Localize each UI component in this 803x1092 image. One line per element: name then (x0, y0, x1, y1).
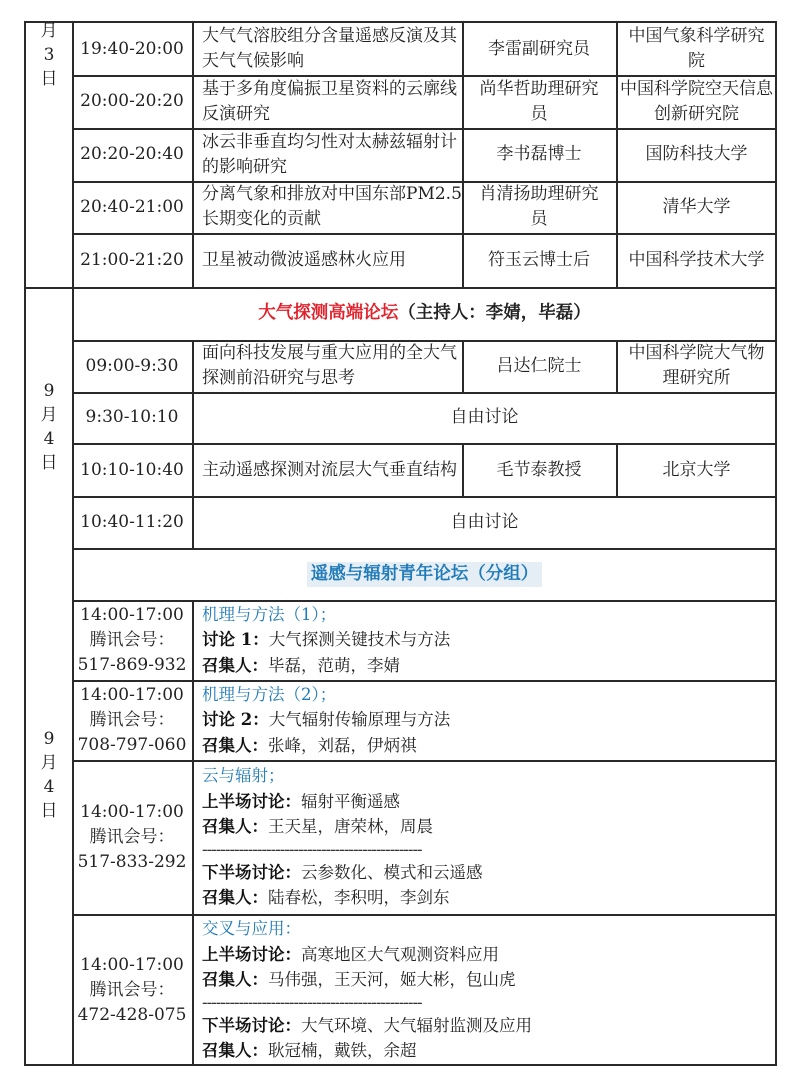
day-number: 4 (43, 429, 55, 449)
day-suffix: 日 (40, 69, 58, 89)
time-cell: 10:40-11:20 (80, 511, 184, 532)
org-cell: 清华大学 (662, 196, 731, 217)
convener-label: 召集人： (202, 817, 268, 837)
group-detail-cell (192, 914, 777, 1066)
group-time-cell (72, 680, 192, 760)
discussion-text: 大气辐射传输原理与方法 (268, 710, 451, 730)
convener-label: 召集人： (202, 888, 268, 908)
time-cell: 09:00-9:30 (85, 355, 179, 376)
meeting-id: 472-428-075 (77, 1004, 187, 1025)
org-cell: 中国科学技术大学 (628, 249, 765, 270)
group-time: 14:00-17:00 (80, 604, 184, 625)
group-time: 14:00-17:00 (80, 684, 184, 705)
speaker-cell: 尚华哲助理研究员 (479, 78, 599, 124)
convener-names: 张峰，刘磊，伊炳祺 (268, 735, 417, 755)
discussion-text: 大气探测关键技术与方法 (268, 630, 451, 650)
convener-names: 陆春松，李积明，李剑东 (268, 888, 450, 908)
group-title: 交叉与应用： (202, 919, 301, 939)
convener-label: 召集人： (202, 970, 268, 990)
topic-cell: 面向科技发展与重大应用的全大气探测前沿研究与思考 (202, 343, 457, 388)
org-cell: 国防科技大学 (645, 144, 748, 164)
forum-title: 大气探测高端论坛 (258, 303, 399, 323)
convener-names: 毕磊，范萌，李婧 (268, 655, 400, 675)
time-cell: 10:10-10:40 (80, 459, 184, 480)
discussion-label: 讨论 2： (202, 710, 269, 730)
day-suffix: 日 (40, 453, 58, 473)
day-cell-sep3 (26, 19, 72, 109)
convener-names: 王天星，唐荣林，周晨 (268, 817, 433, 837)
convener-names: 耿冠楠，戴铁，余超 (268, 1041, 417, 1061)
forum-title: 遥感与辐射青年论坛（分组） (307, 562, 543, 587)
day-number: 4 (43, 777, 55, 797)
time-cell: 20:00-20:20 (80, 91, 184, 111)
meeting-id: 708-797-060 (77, 734, 187, 755)
forum-hosts: （主持人：李婧，毕磊） (398, 303, 591, 323)
group-time: 14:00-17:00 (80, 954, 184, 975)
speaker-cell: 毛节泰教授 (496, 459, 582, 480)
topic-cell: 主动遥感探测对流层大气垂直结构 (202, 459, 457, 480)
meeting-label: 腾讯会号： (89, 826, 175, 847)
convener-label: 召集人： (202, 735, 268, 755)
second-half-text: 云参数化、模式和云遥感 (301, 862, 483, 882)
group-title: 云与辐射； (202, 766, 285, 786)
group-time: 14:00-17:00 (80, 801, 184, 822)
group-title: 机理与方法（1）； (202, 604, 337, 624)
org-cell: 北京大学 (662, 459, 731, 480)
first-half-label: 上半场讨论： (202, 944, 301, 964)
time-cell: 21:00-21:20 (80, 249, 184, 270)
free-discussion-cell: 自由讨论 (450, 407, 519, 427)
day-cell-sep4-lower (26, 725, 72, 825)
day-month-number: 9 (43, 381, 55, 401)
time-cell: 20:40-21:00 (80, 196, 184, 217)
group-detail-cell (192, 680, 777, 760)
second-half-text: 大气环境、大气辐射监测及应用 (301, 1015, 532, 1035)
day-number: 3 (43, 45, 55, 65)
second-half-label: 下半场讨论： (202, 1015, 301, 1035)
meeting-label: 腾讯会号： (89, 629, 175, 650)
group-time-cell (72, 914, 192, 1066)
dashed-divider: ------------------------------------------------ (202, 839, 422, 859)
time-cell: 20:20-20:40 (80, 144, 184, 164)
first-half-text: 辐射平衡遥感 (301, 791, 400, 811)
forum-header-atmos-detection (72, 287, 777, 340)
convener-label: 召集人： (202, 655, 268, 675)
topic-cell: 冰云非垂直均匀性对太赫兹辐射计的影响研究 (202, 131, 457, 177)
convener-names: 马伟强，王天河，姬大彬，包山虎 (268, 970, 516, 990)
second-half-label: 下半场讨论： (202, 862, 301, 882)
convener-label: 召集人： (202, 1041, 268, 1061)
day-month-number: 9 (43, 729, 55, 749)
org-cell: 中国科学院空天信息创新研究院 (620, 78, 773, 124)
day-month: 月 (40, 405, 58, 425)
org-cell: 中国科学院大气物理研究所 (628, 343, 765, 388)
speaker-cell: 符玉云博士后 (488, 249, 590, 270)
speaker-cell: 吕达仁院士 (496, 355, 582, 376)
group-detail-cell (192, 760, 777, 914)
meeting-id: 517-833-292 (77, 851, 187, 872)
speaker-cell: 肖清扬助理研究员 (479, 184, 599, 229)
meeting-label: 腾讯会号： (89, 979, 175, 1000)
time-cell: 9:30-10:10 (85, 407, 179, 427)
topic-cell: 大气气溶胶组分含量遥感反演及其天气气候影响 (202, 26, 457, 71)
day-cell-sep4-upper (26, 377, 72, 477)
forum-header-youth (72, 548, 777, 600)
day-suffix: 日 (40, 801, 58, 821)
free-discussion-cell: 自由讨论 (450, 511, 519, 532)
dashed-divider: ------------------------------------------------ (202, 992, 422, 1012)
first-half-label: 上半场讨论： (202, 791, 301, 811)
time-cell: 19:40-20:00 (80, 38, 184, 59)
speaker-cell: 李雷副研究员 (488, 38, 590, 59)
org-cell: 中国气象科学研究院 (628, 26, 765, 71)
first-half-text: 高寒地区大气观测资料应用 (301, 944, 499, 964)
group-time-cell (72, 600, 192, 680)
topic-cell: 基于多角度偏振卫星资料的云廓线反演研究 (202, 78, 457, 124)
day-month: 月 (40, 753, 58, 773)
meeting-id: 517-869-932 (77, 654, 187, 675)
group-detail-cell (192, 600, 777, 680)
discussion-label: 讨论 1： (202, 630, 269, 650)
meeting-label: 腾讯会号： (89, 709, 175, 730)
topic-cell: 分离气象和排放对中国东部PM2.5 长期变化的贡献 (202, 184, 462, 229)
topic-cell: 卫星被动微波遥感林火应用 (202, 249, 406, 270)
schedule-table (24, 21, 777, 1066)
day-month: 月 (40, 21, 58, 41)
speaker-cell: 李书磊博士 (496, 144, 582, 164)
group-title: 机理与方法（2）； (202, 684, 337, 704)
group-time-cell (72, 760, 192, 914)
